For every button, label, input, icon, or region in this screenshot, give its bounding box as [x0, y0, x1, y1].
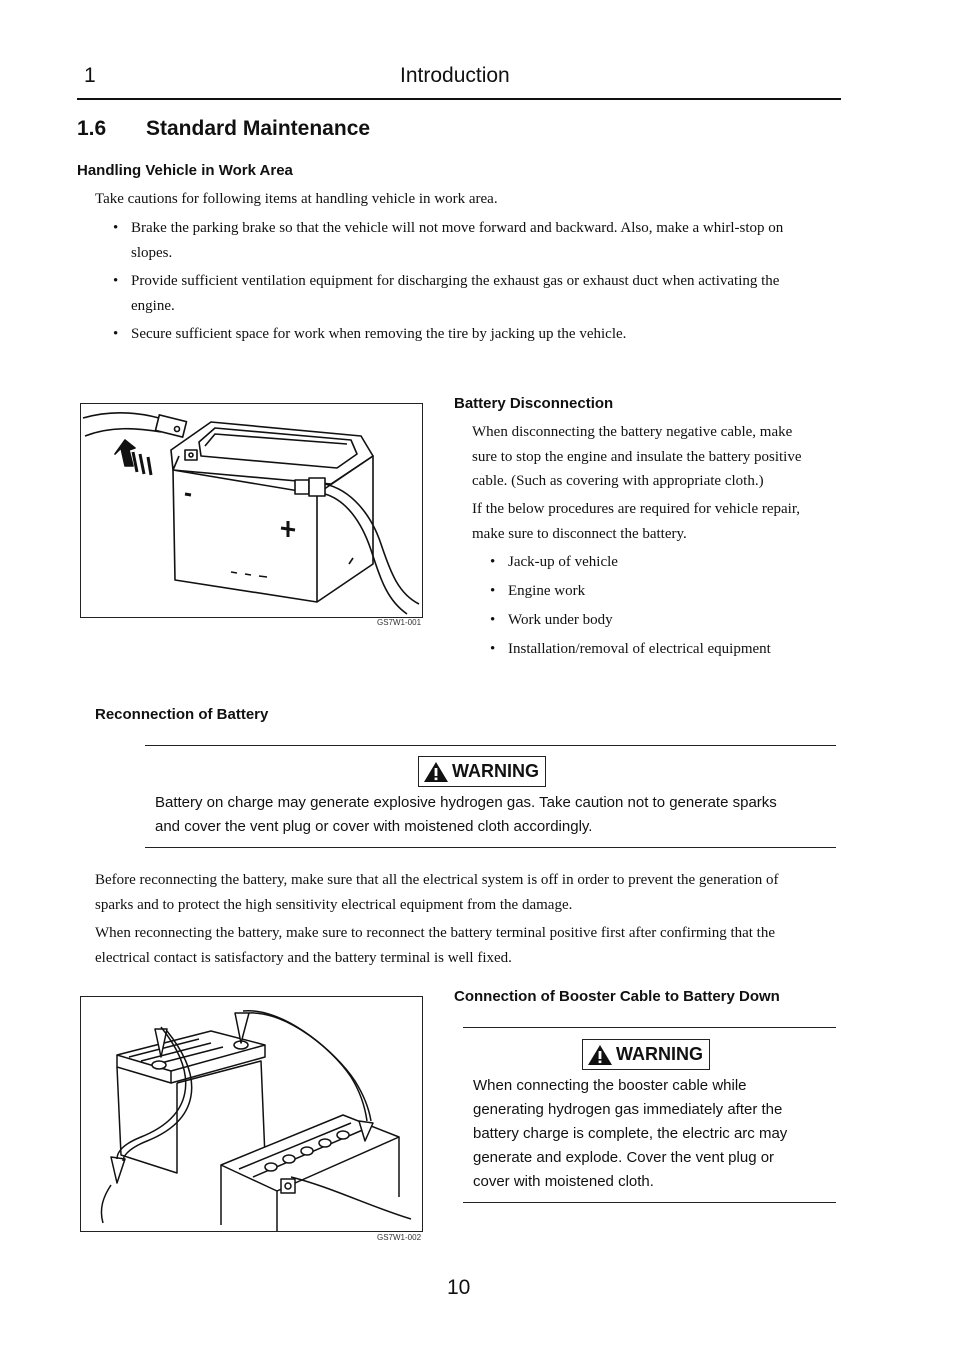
bullet-dot: • [490, 641, 496, 657]
warning-triangle-icon [587, 1044, 613, 1066]
header-rule [77, 98, 841, 100]
disconnection-heading: Battery Disconnection [454, 395, 614, 412]
bullet-line: Secure sufficient space for work when removing the tire by jacking up the vehicle. [131, 326, 627, 342]
handling-heading: Handling Vehicle in Work Area [77, 162, 293, 179]
booster-warning-line: When connecting the booster cable while [473, 1077, 747, 1094]
disconnection-para1-line: cable. (Such as covering with appropriate cloth.) [472, 473, 764, 489]
bullet-line: Work under body [508, 612, 613, 628]
booster-warning-top-rule [463, 1027, 836, 1028]
booster-warning-badge [582, 1039, 710, 1070]
booster-heading: Connection of Booster Cable to Battery Down [454, 988, 780, 1005]
warning-text-line: Battery on charge may generate explosive hydrogen gas. Take caution not to generate sparks [155, 794, 777, 811]
warning-text-line: and cover the vent plug or cover with moistened cloth accordingly. [155, 818, 593, 835]
section-number: 1.6 [77, 117, 107, 140]
bullet-dot: • [490, 583, 496, 599]
bullet-dot: • [113, 273, 119, 289]
reconnection-para1-line: sparks and to protect the high sensitivity electrical equipment from the damage. [95, 896, 573, 913]
booster-warning-line: generating hydrogen gas immediately after the [473, 1101, 783, 1118]
bullet-line: slopes. [131, 244, 173, 261]
warning-bottom-rule [145, 847, 836, 848]
booster-warning-line: cover with moistened cloth. [473, 1173, 654, 1190]
bullet-dot: • [113, 326, 119, 342]
booster-warning-line: generate and explode. Cover the vent plug or [473, 1149, 775, 1166]
bullet-dot: • [490, 554, 496, 570]
bullet-dot: • [490, 612, 496, 628]
reconnection-heading: Reconnection of Battery [95, 706, 269, 723]
battery-illustration [81, 404, 422, 617]
disconnection-para2-line: make sure to disconnect the battery. [472, 525, 687, 542]
page-number: 10 [447, 1276, 471, 1299]
bullet-line: Engine work [508, 583, 586, 599]
figure1-caption: GS7W1-001 [377, 618, 422, 627]
bullet-line: Brake the parking brake so that the vehicle will not move forward and backward. Also, make a whirl-stop on [131, 220, 784, 236]
handling-intro: Take cautions for following items at handling vehicle in work area. [95, 191, 498, 207]
warning-triangle-icon [423, 761, 449, 783]
warning-badge [418, 756, 546, 787]
reconnection-para2-line: When reconnecting the battery, make sure to reconnect the battery terminal positive first after confirming that the [95, 925, 776, 941]
warning-top-rule [145, 745, 836, 746]
bullet-line: Provide sufficient ventilation equipment for discharging the exhaust gas or exhaust duct when activating the [131, 273, 780, 289]
bullet-line: Jack-up of vehicle [508, 554, 618, 570]
disconnection-para1-line: sure to stop the engine and insulate the battery positive [472, 448, 802, 465]
disconnection-para2-line: If the below procedures are required for vehicle repair, [472, 501, 800, 517]
reconnection-para1-line: Before reconnecting the battery, make sure that all the electrical system is off in order to prevent the generation of [95, 872, 779, 888]
section-title: Standard Maintenance [146, 117, 371, 140]
chapter-title: Introduction [400, 64, 510, 87]
bullet-line: Installation/removal of electrical equipment [508, 641, 771, 657]
battery-disconnect-figure [80, 403, 423, 618]
warning-label: WARNING [452, 761, 539, 781]
booster-illustration [81, 997, 422, 1231]
figure2-caption: GS7W1-002 [377, 1233, 422, 1242]
warning-label: WARNING [616, 1044, 703, 1064]
reconnection-para2-line: electrical contact is satisfactory and the battery terminal is well fixed. [95, 949, 512, 966]
booster-warning-bottom-rule [463, 1202, 836, 1203]
chapter-number: 1 [84, 64, 96, 87]
bullet-dot: • [113, 220, 119, 236]
bullet-line: engine. [131, 297, 175, 314]
disconnection-para1-line: When disconnecting the battery negative cable, make [472, 424, 793, 440]
booster-warning-line: battery charge is complete, the electric arc may [473, 1125, 788, 1142]
booster-cable-figure [80, 996, 423, 1232]
